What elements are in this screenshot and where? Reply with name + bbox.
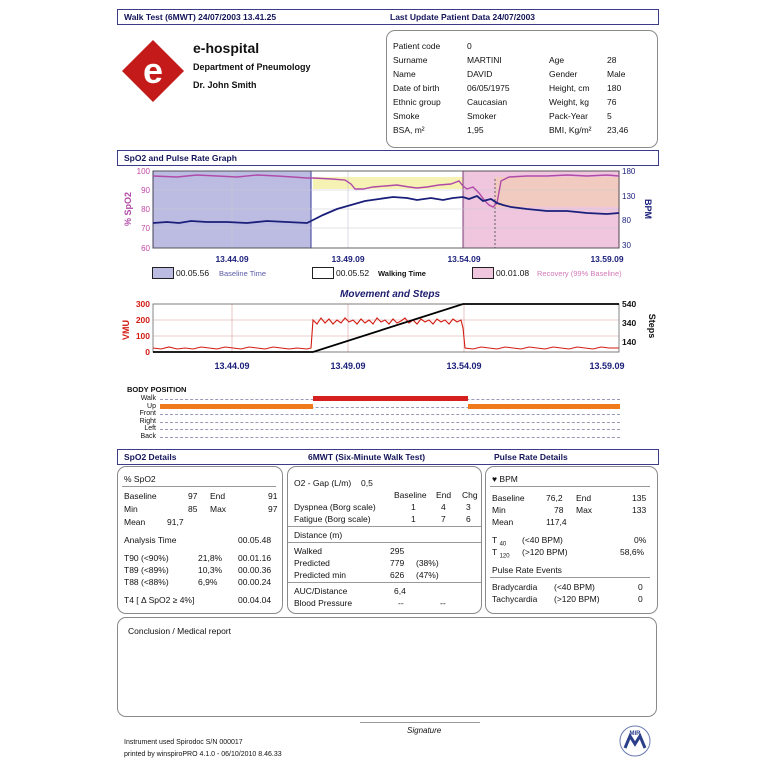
walking-legend-swatch (312, 267, 334, 279)
bp-label-right: Right (139, 417, 156, 425)
ethnic-label: Ethnic group (393, 97, 441, 107)
t120-value: 58,6% (620, 547, 645, 557)
predicted-min-pct: (47%) (416, 570, 439, 580)
spo2-tick-80: 80 (141, 205, 150, 214)
movement-chart (117, 298, 657, 376)
packyear-label: Pack-Year (549, 111, 588, 121)
bp-row-back (160, 437, 620, 439)
pulse-mean-value: 117,4 (546, 517, 567, 527)
bradycardia-value: 0 (638, 582, 643, 592)
vmu-tick-100: 100 (135, 331, 150, 341)
logo-letter: e (142, 50, 164, 91)
mwt-details-box (287, 466, 482, 614)
bpm-heading: ♥ BPM (492, 474, 518, 484)
weight-value: 76 (607, 97, 617, 107)
spo2-time-tick-3: 13.54.09 (447, 254, 481, 264)
spo2-min-value: 85 (188, 504, 198, 514)
hospital-name: e-hospital (193, 40, 260, 56)
blood-pressure-label: Blood Pressure (294, 598, 353, 608)
walk-test-title: Walk Test (6MWT) 24/07/2003 13.41.25 (124, 12, 277, 22)
auc-label: AUC/Distance (294, 586, 348, 596)
mwt-title: 6MWT (Six-Minute Walk Test) (308, 452, 426, 462)
bsa-label: BSA, m² (393, 125, 425, 135)
bp-label-back: Back (140, 432, 156, 440)
bp-label-walk: Walk (140, 395, 156, 402)
signature-label: Signature (407, 726, 442, 735)
height-value: 180 (607, 83, 622, 93)
t4-label: T4 [ Δ SpO2 ≥ 4%] (124, 595, 195, 605)
o2-gap-value: 0,5 (361, 478, 373, 488)
department-name: Department of Pneumology (193, 62, 311, 72)
steps-tick-140: 140 (622, 337, 637, 347)
body-position-title: BODY POSITION (127, 385, 187, 394)
analysis-time-value: 00.05.48 (238, 535, 272, 545)
patient-code-label: Patient code (393, 41, 441, 51)
t88-pct: 6,9% (198, 577, 218, 587)
pulse-baseline-label: Baseline (492, 493, 525, 503)
bpm-tick-130: 130 (622, 192, 636, 201)
spo2-pulse-chart (117, 165, 657, 275)
pulse-end-value: 135 (632, 493, 647, 503)
spo2-details-title: SpO2 Details (124, 452, 177, 462)
walking-time-label: Walking Time (378, 269, 426, 278)
smoke-value: Smoker (467, 111, 497, 121)
bpm-tick-180: 180 (622, 167, 636, 176)
pulse-max-value: 133 (632, 505, 647, 515)
baseline-legend-swatch (152, 267, 174, 279)
predicted-min-label: Predicted min (294, 570, 346, 580)
bp-label-left: Left (144, 425, 156, 433)
spo2-tick-90: 90 (141, 186, 150, 195)
t89-pct: 10,3% (198, 565, 223, 575)
walked-value: 295 (390, 546, 405, 556)
bpm-axis-label: BPM (643, 199, 653, 219)
packyear-value: 5 (607, 111, 612, 121)
body-position-labels (138, 395, 156, 441)
t4-time: 00.04.04 (238, 595, 272, 605)
bp-up-bar-1 (160, 404, 313, 409)
bp-value-1: -- (398, 598, 404, 608)
spo2-tick-100: 100 (136, 167, 150, 176)
steps-series-line (153, 304, 619, 352)
smoke-label: Smoke (393, 111, 420, 121)
walked-label: Walked (294, 546, 323, 556)
bp-row-right (160, 422, 620, 424)
distance-heading: Distance (m) (294, 530, 343, 540)
t90-pct: 21,8% (198, 553, 223, 563)
bp-up-bar-2 (468, 404, 620, 409)
pulse-details-title: Pulse Rate Details (494, 452, 568, 462)
spo2-max-label: Max (210, 504, 227, 514)
recovery-overlap-region (495, 177, 619, 207)
bmi-label: BMI, Kg/m² (549, 125, 592, 135)
last-update-label: Last Update Patient Data 24/07/2003 (390, 12, 536, 22)
mir-logo-icon (618, 724, 652, 758)
steps-tick-540: 540 (622, 299, 637, 309)
spo2-tick-60: 60 (141, 244, 150, 253)
signature-line (360, 722, 480, 723)
hospital-logo-icon (120, 38, 186, 104)
name-value: DAVID (467, 69, 493, 79)
height-label: Height, cm (549, 83, 590, 93)
t120-cond: (>120 BPM) (522, 547, 568, 557)
t120-label: T $_{120}$ (492, 547, 510, 560)
bp-label-up: Up (147, 402, 156, 410)
fatigue-baseline: 1 (411, 514, 416, 524)
predicted-value: 779 (390, 558, 405, 568)
tachycardia-label: Tachycardia (492, 594, 538, 604)
surname-value: MARTINI (467, 55, 502, 65)
fatigue-label: Fatigue (Borg scale) (294, 514, 371, 524)
spo2-end-label: End (210, 491, 226, 501)
bp-label-front: Front (139, 410, 156, 418)
conclusion-title: Conclusion / Medical report (128, 626, 231, 636)
conclusion-box (117, 617, 657, 717)
bradycardia-label: Bradycardia (492, 582, 538, 592)
vmu-axis-label: VMU (121, 320, 131, 340)
ethnic-value: Caucasian (467, 97, 508, 107)
bmi-value: 23,46 (607, 125, 629, 135)
surname-label: Surname (393, 55, 428, 65)
pulse-mean-label: Mean (492, 517, 514, 527)
move-time-tick-1: 13.44.09 (214, 361, 250, 371)
spo2-graph-title: SpO2 and Pulse Rate Graph (124, 153, 237, 163)
spo2-mean-value: 91,7 (167, 517, 184, 527)
vmu-tick-300: 300 (135, 299, 150, 309)
t40-cond: (<40 BPM) (522, 535, 563, 545)
recovery-time-label: Recovery (99% Baseline) (537, 269, 622, 278)
analysis-time-label: Analysis Time (124, 535, 177, 545)
dob-value: 06/05/1975 (467, 83, 510, 93)
col-chg-header: Chg (462, 490, 478, 500)
vmu-series-line (153, 318, 619, 349)
move-time-tick-3: 13.54.09 (446, 361, 482, 371)
o2-gap-label: O2 - Gap (L/m) (294, 478, 352, 488)
dyspnea-chg: 3 (466, 502, 471, 512)
vmu-tick-0: 0 (145, 347, 150, 357)
bradycardia-cond: (<40 BPM) (554, 582, 595, 592)
t90-time: 00.01.16 (238, 553, 272, 563)
t88-time: 00.00.24 (238, 577, 272, 587)
spo2-time-tick-2: 13.49.09 (331, 254, 365, 264)
col-baseline-header: Baseline (394, 490, 427, 500)
baseline-time-value: 00.05.56 (176, 268, 210, 278)
patient-code-value: 0 (467, 41, 472, 51)
t88-label: T88 (<88%) (124, 577, 169, 587)
spo2-mean-label: Mean (124, 517, 146, 527)
predicted-min-value: 626 (390, 570, 405, 580)
instrument-text: Instrument used Spirodoc S/N 000017 (124, 739, 243, 746)
predicted-label: Predicted (294, 558, 330, 568)
pulse-baseline-value: 76,2 (546, 493, 563, 503)
bsa-value: 1,95 (467, 125, 484, 135)
bp-row-left (160, 429, 620, 431)
t40-value: 0% (634, 535, 647, 545)
walking-time-value: 00.05.52 (336, 268, 370, 278)
pulse-end-label: End (576, 493, 592, 503)
baseline-time-label: Baseline Time (219, 269, 267, 278)
bp-row-front (160, 414, 620, 416)
spo2-tick-70: 70 (141, 224, 150, 233)
bpm-tick-80: 80 (622, 216, 631, 225)
bp-value-2: -- (440, 598, 446, 608)
printed-by-text: printed by winspiroPRO 4.1.0 - 06/10/2010 8.46.33 (124, 751, 282, 758)
spo2-heading: % SpO2 (124, 474, 156, 484)
steps-tick-340: 340 (622, 318, 637, 328)
vmu-tick-200: 200 (135, 315, 150, 325)
age-label: Age (549, 55, 565, 65)
t40-label: T $_{40}$ (492, 535, 507, 548)
spo2-end-value: 91 (268, 491, 278, 501)
t90-label: T90 (<90%) (124, 553, 169, 563)
spo2-baseline-label: Baseline (124, 491, 157, 501)
spo2-max-value: 97 (268, 504, 278, 514)
bp-walk-bar (313, 396, 468, 401)
gender-value: Male (607, 69, 626, 79)
t89-time: 00.00.36 (238, 565, 272, 575)
dob-label: Date of birth (393, 83, 440, 93)
auc-value: 6,4 (394, 586, 406, 596)
pulse-max-label: Max (576, 505, 593, 515)
mir-logo-text: MIR (629, 731, 641, 737)
fatigue-chg: 6 (466, 514, 471, 524)
dyspnea-end: 4 (441, 502, 446, 512)
name-label: Name (393, 69, 416, 79)
age-value: 28 (607, 55, 617, 65)
dyspnea-label: Dyspnea (Borg scale) (294, 502, 376, 512)
spo2-details-box (117, 466, 283, 614)
spo2-min-label: Min (124, 504, 138, 514)
pulse-events-heading: Pulse Rate Events (492, 565, 562, 575)
move-time-tick-4: 13.59.09 (589, 361, 625, 371)
bpm-tick-30: 30 (622, 241, 631, 250)
dyspnea-baseline: 1 (411, 502, 416, 512)
spo2-time-tick-4: 13.59.09 (590, 254, 624, 264)
move-time-tick-2: 13.49.09 (330, 361, 366, 371)
col-end-header: End (436, 490, 452, 500)
spo2-graph-section-bar (117, 150, 659, 166)
pulse-min-value: 78 (554, 505, 564, 515)
t89-label: T89 (<89%) (124, 565, 169, 575)
report-header-bar (117, 9, 659, 25)
doctor-name: Dr. John Smith (193, 80, 257, 90)
predicted-pct: (38%) (416, 558, 439, 568)
pulse-details-box (485, 466, 658, 614)
movement-title: Movement and Steps (340, 289, 441, 300)
steps-axis-label: Steps (647, 313, 657, 339)
tachycardia-cond: (>120 BPM) (554, 594, 600, 604)
patient-info-box (386, 30, 658, 148)
details-section-bar (117, 449, 659, 465)
weight-label: Weight, kg (549, 97, 590, 107)
spo2-time-tick-1: 13.44.09 (215, 254, 249, 264)
tachycardia-value: 0 (638, 594, 643, 604)
gender-label: Gender (549, 69, 578, 79)
pulse-min-label: Min (492, 505, 506, 515)
spo2-baseline-value: 97 (188, 491, 198, 501)
spo2-axis-label: % SpO2 (123, 191, 133, 227)
fatigue-end: 7 (441, 514, 446, 524)
recovery-time-value: 00.01.08 (496, 268, 530, 278)
recovery-legend-swatch (472, 267, 494, 279)
